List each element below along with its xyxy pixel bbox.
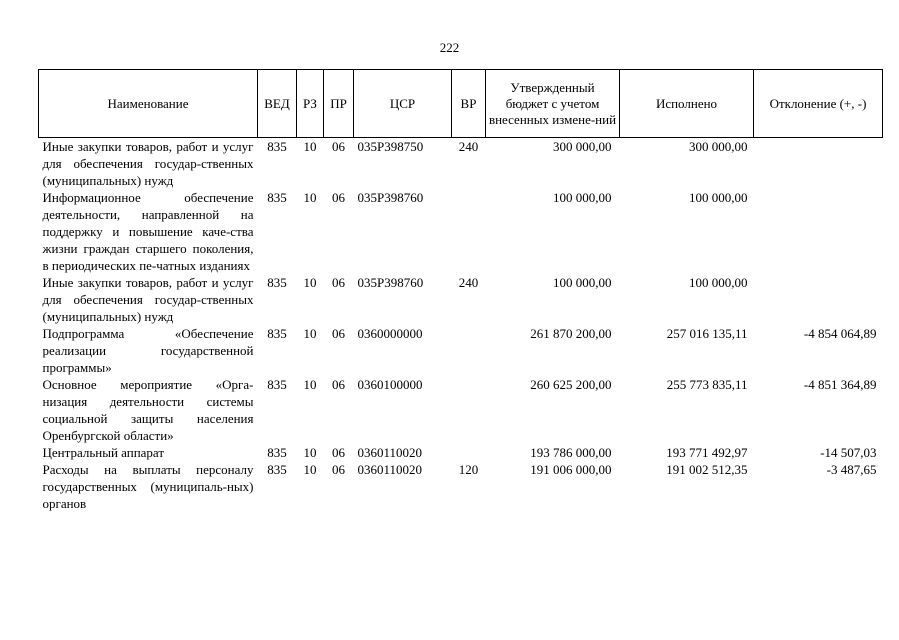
row-pr: 06 <box>332 445 345 460</box>
row-ved: 835 <box>267 139 287 154</box>
row-name: Информационное обеспечение деятельности, направленной на поддержку и повышение каче-ства жизни граждан старшего поколения, в периодических пе-чатных изданиях <box>42 190 254 273</box>
row-name: Иные закупки товаров, работ и услуг для обеспечения государ-ственных (муниципальных) нужд <box>42 139 254 188</box>
row-csr: 0360100000 <box>357 377 423 392</box>
header-ved: ВЕД <box>258 70 297 138</box>
row-ved: 835 <box>267 275 287 290</box>
row-pr: 06 <box>332 377 345 392</box>
row-rz: 10 <box>303 445 317 460</box>
row-ved: 835 <box>267 326 287 341</box>
row-csr: 0360110020 <box>357 462 423 477</box>
row-deviation: -4 851 364,89 <box>803 377 877 392</box>
row-vr: 120 <box>458 462 479 477</box>
row-executed: 300 000,00 <box>689 139 748 154</box>
row-name: Расходы на выплаты персоналу государственных (муниципаль-ных) органов <box>42 462 254 511</box>
row-vr: 240 <box>458 275 479 290</box>
row-vr <box>452 189 486 274</box>
table-row <box>39 274 883 325</box>
row-approved: 300 000,00 <box>553 139 612 154</box>
row-pr: 06 <box>332 326 345 341</box>
row-vr <box>452 444 486 461</box>
row-csr: 0360110020 <box>357 445 423 460</box>
row-executed: 255 773 835,11 <box>666 377 748 392</box>
row-pr: 06 <box>332 275 345 290</box>
row-deviation <box>754 274 883 325</box>
row-name: Подпрограмма «Обеспечение реализации государственной программы» <box>42 326 254 375</box>
header-name: Наименование <box>39 70 258 138</box>
row-executed: 193 771 492,97 <box>666 445 748 460</box>
row-rz: 10 <box>303 190 317 205</box>
row-csr: 0360000000 <box>357 326 423 341</box>
table-row <box>39 444 883 461</box>
header-deviation: Отклонение (+, -) <box>754 70 883 138</box>
header-approved: Утвержденный бюджет с учетом внесенных измене-ний <box>486 70 620 138</box>
row-rz: 10 <box>303 377 317 392</box>
header-rz: РЗ <box>297 70 324 138</box>
table-header-row <box>39 70 883 138</box>
row-rz: 10 <box>303 326 317 341</box>
row-rz: 10 <box>303 462 317 477</box>
row-ved: 835 <box>267 445 287 460</box>
row-csr: 035P398750 <box>357 139 424 154</box>
header-pr: ПР <box>324 70 354 138</box>
row-deviation: -4 854 064,89 <box>803 326 877 341</box>
row-ved: 835 <box>267 377 287 392</box>
row-approved: 260 625 200,00 <box>530 377 612 392</box>
row-deviation: -14 507,03 <box>820 445 877 460</box>
row-deviation: -3 487,65 <box>826 462 877 477</box>
row-executed: 257 016 135,11 <box>666 326 748 341</box>
page-number: 222 <box>439 40 460 55</box>
row-approved: 100 000,00 <box>553 275 612 290</box>
row-pr: 06 <box>332 462 345 477</box>
row-approved: 261 870 200,00 <box>530 326 612 341</box>
budget-table <box>38 69 883 512</box>
row-vr: 240 <box>458 139 479 154</box>
table-row <box>39 325 883 376</box>
row-rz: 10 <box>303 139 317 154</box>
row-name: Основное мероприятие «Орга-низация деятельности системы социальной защиты населения Оренбургской области» <box>42 377 254 443</box>
row-pr: 06 <box>332 190 345 205</box>
row-vr <box>452 325 486 376</box>
row-name: Иные закупки товаров, работ и услуг для обеспечения государ-ственных (муниципальных) нужд <box>42 275 254 324</box>
row-executed: 100 000,00 <box>689 275 748 290</box>
row-csr: 035P398760 <box>357 190 424 205</box>
row-approved: 193 786 000,00 <box>530 445 612 460</box>
row-rz: 10 <box>303 275 317 290</box>
row-pr: 06 <box>332 139 345 154</box>
row-vr <box>452 376 486 444</box>
row-deviation <box>754 189 883 274</box>
row-executed: 191 002 512,35 <box>666 462 748 477</box>
row-name: Центральный аппарат <box>42 445 165 460</box>
table-row <box>39 138 883 190</box>
header-executed: Исполнено <box>620 70 754 138</box>
row-approved: 191 006 000,00 <box>530 462 612 477</box>
row-csr: 035P398760 <box>357 275 424 290</box>
header-csr: ЦСР <box>354 70 452 138</box>
row-ved: 835 <box>267 190 287 205</box>
table-row <box>39 461 883 512</box>
row-executed: 100 000,00 <box>689 190 748 205</box>
table-row <box>39 189 883 274</box>
row-deviation <box>754 138 883 190</box>
row-approved: 100 000,00 <box>553 190 612 205</box>
row-ved: 835 <box>267 462 287 477</box>
table-row <box>39 376 883 444</box>
header-vr: ВР <box>452 70 486 138</box>
